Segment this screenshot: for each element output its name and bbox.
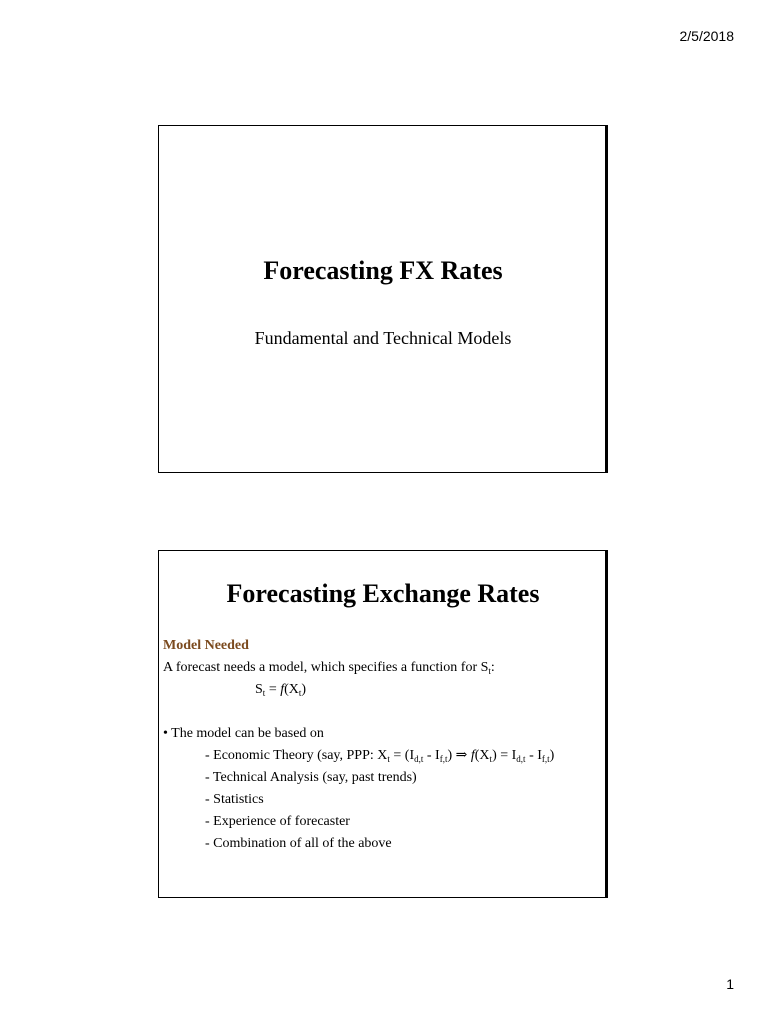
print-date: 2/5/2018 — [679, 28, 734, 44]
slide-2-title: Forecasting Exchange Rates — [226, 579, 540, 608]
slide-1-title: Forecasting FX Rates — [263, 256, 503, 285]
slide-1 — [158, 125, 608, 473]
formula-line: $S_t = f(X_t)$ — [255, 682, 307, 698]
bullet-line: • The model can be based on — [163, 726, 324, 741]
list-item-combination: - Combination of all of the above — [205, 836, 392, 851]
intro-line: A forecast needs a model, which specifies a function for $S_t$: — [163, 660, 495, 676]
page-number: 1 — [726, 976, 734, 992]
list-item-experience: - Experience of forecaster — [205, 814, 350, 829]
slide-1-subtitle: Fundamental and Technical Models — [254, 328, 512, 348]
slide-2-body — [163, 635, 603, 855]
section-heading: Model Needed — [163, 638, 249, 653]
list-item-economic-theory: - Economic Theory (say, PPP: $X_t = (I_{d,t} - I_{f,t})$ ⇒ $f(X_t) = I_{d,t} - I_{f,t}$) — [205, 748, 555, 764]
list-item-statistics: - Statistics — [205, 792, 264, 807]
list-item-technical-analysis: - Technical Analysis (say, past trends) — [205, 770, 417, 785]
slide-2 — [158, 550, 608, 898]
